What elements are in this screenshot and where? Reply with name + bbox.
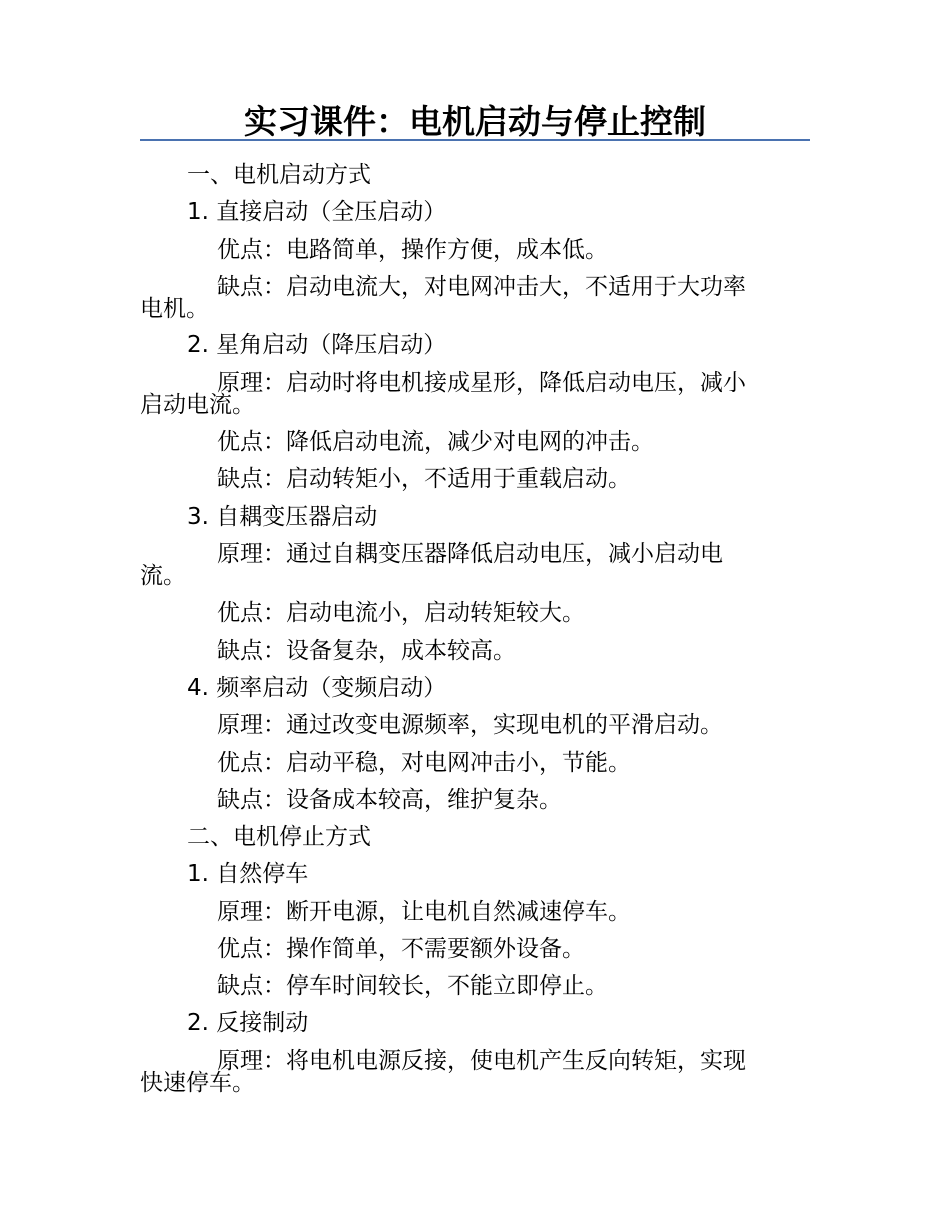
paragraph-line-continuation: 电机。 bbox=[140, 296, 209, 322]
paragraph-line: 原理：通过自耦变压器降低启动电压，减小启动电 bbox=[217, 541, 723, 567]
subsection-heading: 2. 反接制动 bbox=[187, 1010, 309, 1036]
paragraph-line: 缺点：启动电流大，对电网冲击大，不适用于大功率 bbox=[217, 274, 746, 300]
paragraph-line-continuation: 流。 bbox=[140, 563, 186, 589]
section-heading: 一、电机启动方式 bbox=[187, 162, 371, 188]
paragraph-line: 原理：断开电源，让电机自然减速停车。 bbox=[217, 899, 631, 925]
paragraph-line-continuation: 启动电流。 bbox=[140, 392, 255, 418]
paragraph-line: 优点：电路简单，操作方便，成本低。 bbox=[217, 237, 608, 263]
section-heading: 二、电机停止方式 bbox=[187, 824, 371, 850]
subsection-heading: 3. 自耦变压器启动 bbox=[187, 504, 378, 530]
paragraph-line: 缺点：设备成本较高，维护复杂。 bbox=[217, 787, 562, 813]
title-underline bbox=[140, 139, 810, 141]
paragraph-line: 优点：启动平稳，对电网冲击小，节能。 bbox=[217, 750, 631, 776]
subsection-heading: 1. 直接启动（全压启动） bbox=[187, 199, 447, 225]
paragraph-line: 优点：启动电流小，启动转矩较大。 bbox=[217, 600, 585, 626]
paragraph-line-continuation: 快速停车。 bbox=[140, 1070, 255, 1096]
paragraph-line: 缺点：设备复杂，成本较高。 bbox=[217, 638, 516, 664]
paragraph-line: 原理：将电机电源反接，使电机产生反向转矩，实现 bbox=[217, 1048, 746, 1074]
document-title: 实习课件：电机启动与停止控制 bbox=[244, 102, 706, 141]
paragraph-line: 缺点：停车时间较长，不能立即停止。 bbox=[217, 973, 608, 999]
paragraph-line: 优点：操作简单，不需要额外设备。 bbox=[217, 936, 585, 962]
paragraph-line: 优点：降低启动电流，减少对电网的冲击。 bbox=[217, 429, 654, 455]
subsection-heading: 4. 频率启动（变频启动） bbox=[187, 675, 447, 701]
subsection-heading: 2. 星角启动（降压启动） bbox=[187, 332, 447, 358]
paragraph-line: 缺点：启动转矩小，不适用于重载启动。 bbox=[217, 466, 631, 492]
paragraph-line: 原理：通过改变电源频率，实现电机的平滑启动。 bbox=[217, 712, 723, 738]
paragraph-line: 原理：启动时将电机接成星形，降低启动电压，减小 bbox=[217, 370, 746, 396]
subsection-heading: 1. 自然停车 bbox=[187, 861, 309, 887]
